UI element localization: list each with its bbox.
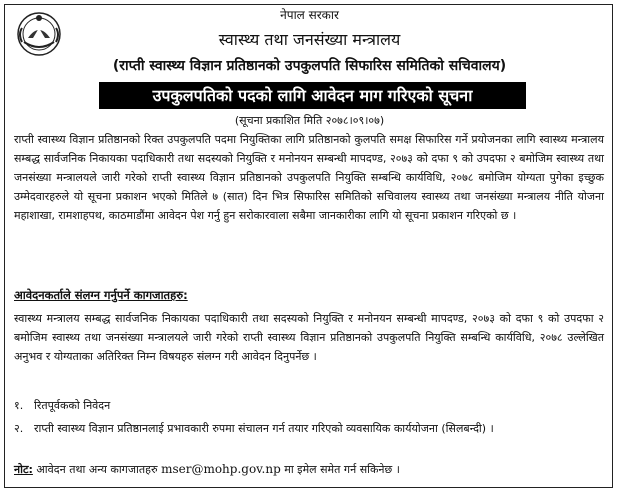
note (14, 462, 400, 477)
note-text-before: आवेदन तथा अन्य कागजातहरु (32, 463, 162, 476)
email-address: mser@mohp.gov.np (161, 462, 281, 476)
note-text-after: मा इमेल समेत गर्न सकिनेछ । (280, 463, 400, 476)
documents-paragraph: स्वास्थ्य मन्त्रालय सम्बद्ध सार्वजनिक निकायका पदाधिकारी तथा सदस्यको नियुक्ति र मनोनयन सम्बन्धी मापदण्ड, २०७३ को दफा ९ को उपदफा २ बमोजिम स्वास्थ्य तथा जनसंख्या मन्त्रालयले जारी गरेको राप्ती स्वास्थ्य विज्ञान प्रतिष्ठानको उपकुलपति नियुक्ति सम्बन्धि कार्यविधि, २०७८ उल्लेखित अनुभव र योग्यताका अतिरिक्त निम्न विषयहरु संलग्न गरी आवेदन दिनुपर्नेछ । (14, 312, 604, 363)
notice-title: उपकुलपतिको पदको लागि आवेदन माग गरिएको सूचना (99, 82, 526, 109)
list-item-number: १. (14, 399, 24, 412)
secretariat-name: (राप्ती स्वास्थ्य विज्ञान प्रतिष्ठानको उपकुलपति सिफारिस समितिको सचिवालय) (112, 58, 507, 74)
list-item (14, 420, 604, 438)
list-item-text: राप्ती स्वास्थ्य विज्ञान प्रतिष्ठानलाई प्रभावकारी रुपमा संचालन गर्न तयार गरिएको व्यवसायिक कार्ययोजना (सिलबन्दी) । (34, 422, 494, 435)
list-item (14, 397, 604, 415)
list-item-text: रितपूर्वकको निवेदन (34, 399, 111, 412)
government-name: नेपाल सरकार (280, 8, 339, 22)
note-label: नोट: (14, 463, 33, 476)
documents-heading: आवेदनकर्ताले संलग्न गर्नुपर्ने कागजातहरु: (14, 288, 188, 302)
published-date: (सूचना प्रकाशित मिति २०७८।०९।०७) (234, 114, 385, 127)
notice-paragraph: राप्ती स्वास्थ्य विज्ञान प्रतिष्ठानको रिक्त उपकुलपति पदमा नियुक्तिका लागि प्रतिष्ठानको कुलपति समक्ष सिफारिस गर्ने प्रयोजनका लागि स्वास्थ्य मन्त्रालय सम्बद्ध सार्वजनिक निकायका पदाधिकारी तथा सदस्यको नियुक्ति र मनोनयन सम्बन्धी मापदण्ड, २०७३ को दफा ९ को उपदफा २ बमोजिम स्वास्थ्य तथा जनसंख्या मन्त्रालयले जारी गरेको राप्ती स्वास्थ्य विज्ञान प्रतिष्ठानको उपकुलपति नियुक्ति सम्बन्धि कार्यविधि, २०७८ बमोजिम योग्यता पुगेका इच्छुक उम्मेदवारहरुले यो सूचना प्रकाशन भएको मितिले ७ (सात) दिन भित्र सिफारिस समितिको सचिवालय स्वास्थ्य तथा जनसंख्या मन्त्रालय नीति योजना महाशाखा, रामशाहपथ, काठमाडौंमा आवेदन पेश गर्नु हुन सरोकारवाला सबैमा जानकारीका लागि यो सूचना प्रकाशन गरिएको छ । (14, 133, 604, 222)
list-item-number: २. (14, 422, 24, 435)
ministry-name: स्वास्थ्य तथा जनसंख्या मन्त्रालय (218, 30, 401, 49)
notice-border (4, 4, 613, 488)
